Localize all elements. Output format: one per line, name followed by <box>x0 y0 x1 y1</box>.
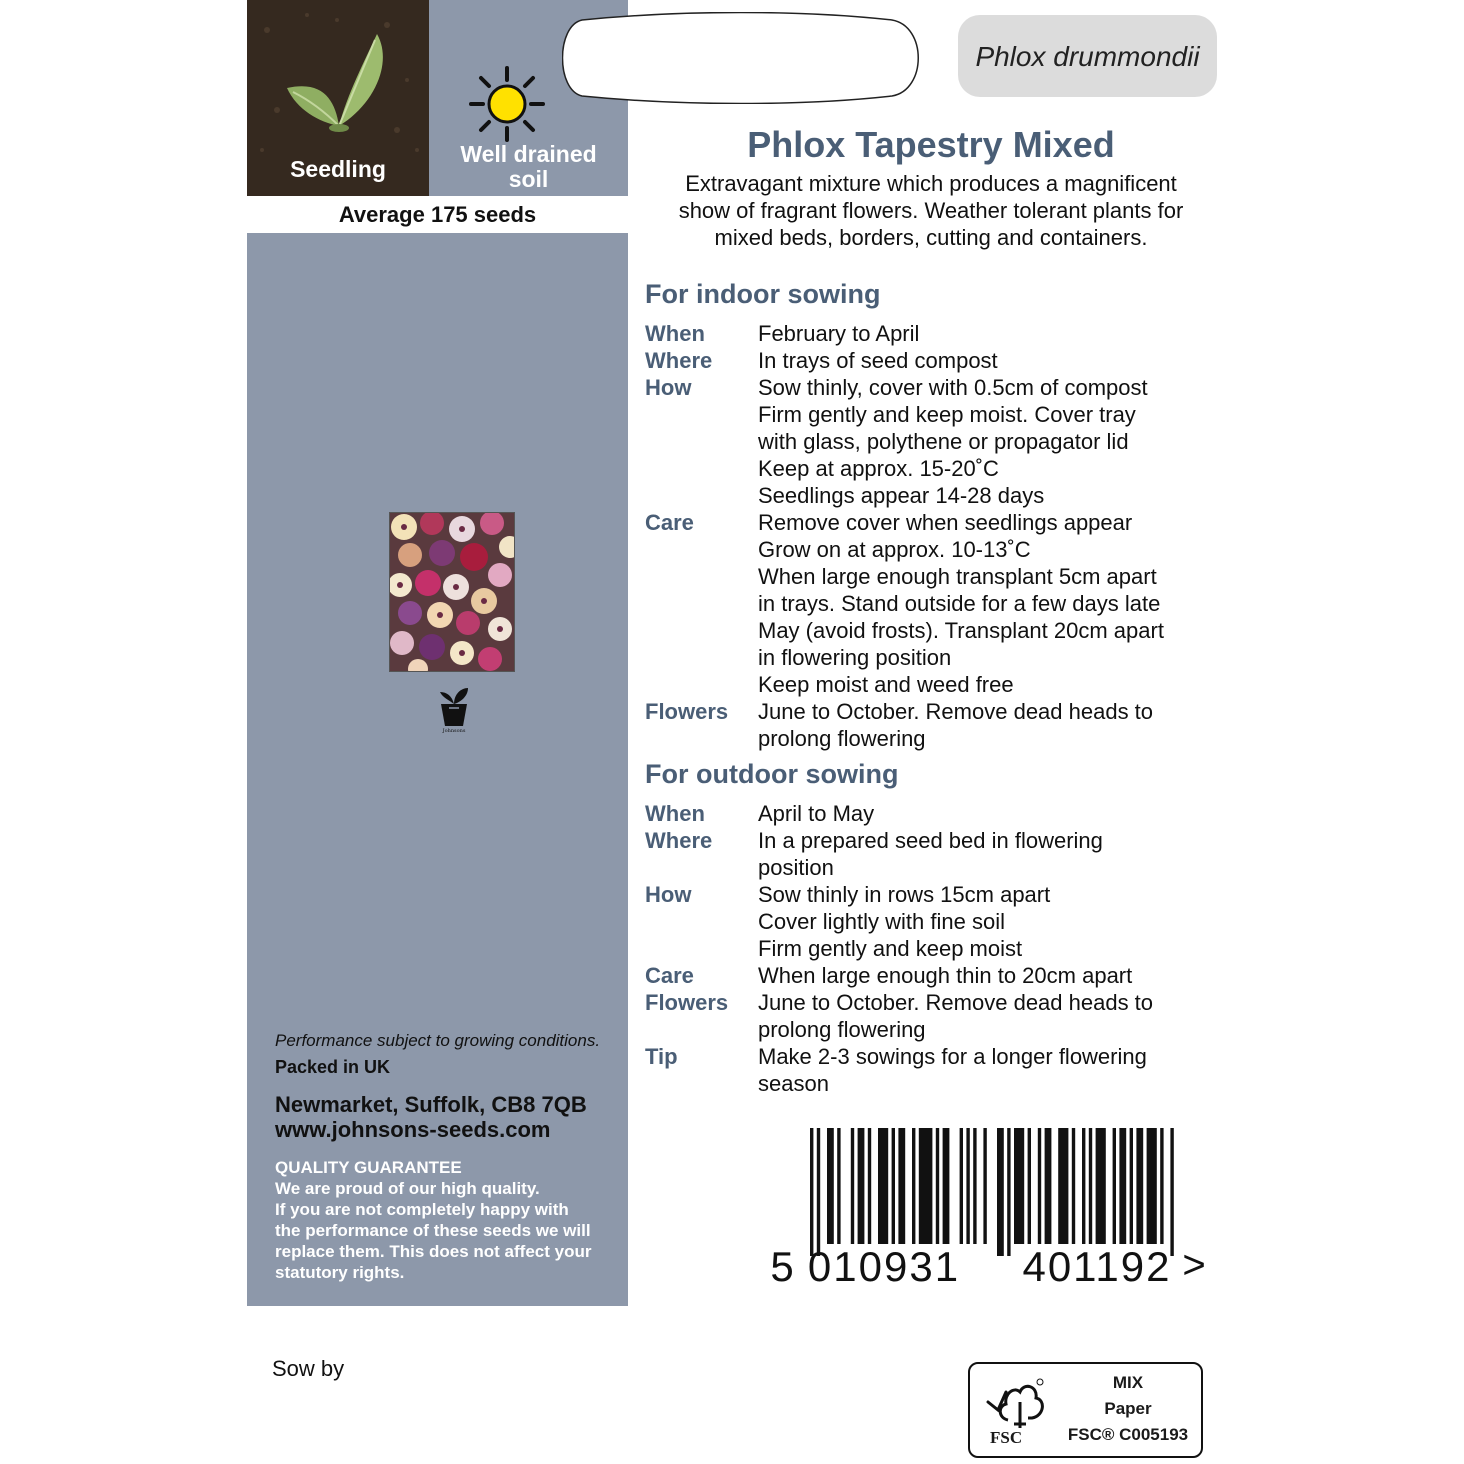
performance-note: Performance subject to growing conditions. <box>275 1031 601 1050</box>
barcode-bar <box>1014 1128 1024 1244</box>
logo-text: Johnsons <box>442 728 466 734</box>
outdoor-heading: For outdoor sowing <box>645 759 899 789</box>
row-text: In trays of seed compost <box>758 348 998 373</box>
row-text: position <box>758 855 834 880</box>
row-text: Keep moist and weed free <box>758 672 1014 697</box>
row-text: When large enough transplant 5cm apart <box>758 564 1157 589</box>
outdoor-when-row <box>645 800 1225 827</box>
guarantee-line: the performance of these seeds we will <box>275 1221 591 1240</box>
fsc-details <box>1058 1370 1198 1448</box>
seedling-label: Seedling <box>290 156 386 182</box>
indoor-flowers-row <box>645 698 1225 752</box>
guarantee-line: We are proud of our high quality. <box>275 1179 540 1198</box>
barcode-bar <box>919 1128 933 1244</box>
barcode-first-digit: 5 <box>770 1243 794 1288</box>
row-text: June to October. Remove dead heads to <box>758 990 1154 1015</box>
row-text: April to May <box>758 801 875 826</box>
sow-by-label: Sow by <box>272 1356 345 1381</box>
outdoor-tip-row <box>645 1043 1225 1097</box>
packed-in: Packed in UK <box>275 1057 391 1077</box>
row-label: How <box>645 375 692 400</box>
row-label: How <box>645 882 692 907</box>
indoor-instructions <box>645 320 1225 752</box>
product-title: Phlox Tapestry Mixed <box>747 124 1115 165</box>
barcode-marker: > <box>1182 1243 1206 1287</box>
barcode-bar <box>1089 1128 1092 1244</box>
barcode-bar <box>997 1128 1004 1256</box>
indoor-care-row <box>645 509 1225 698</box>
row-label: Where <box>645 348 713 373</box>
guarantee-title: QUALITY GUARANTEE <box>275 1158 462 1177</box>
barcode-bar <box>983 1128 986 1244</box>
product-description <box>640 170 1222 251</box>
row-text: in trays. Stand outside for a few days late <box>758 591 1161 616</box>
row-text: Sow thinly, cover with 0.5cm of compost <box>758 375 1148 400</box>
row-text: May (avoid frosts). Transplant 20cm apart <box>758 618 1164 643</box>
flower-photo <box>389 512 515 672</box>
guarantee-line: replace them. This does not affect your <box>275 1242 592 1261</box>
indoor-heading: For indoor sowing <box>645 279 881 309</box>
soil-label <box>429 142 628 192</box>
barcode-bar <box>858 1128 865 1244</box>
address-line: Newmarket, Suffolk, CB8 7QB <box>275 1092 587 1117</box>
barcode-bar <box>1170 1128 1173 1256</box>
fsc-mix: MIX <box>1112 1373 1144 1392</box>
row-label: Tip <box>645 1044 678 1069</box>
barcode-bar <box>827 1128 834 1244</box>
row-text: Firm gently and keep moist. Cover tray <box>758 402 1136 427</box>
flower-image <box>390 513 514 671</box>
fsc-paper: Paper <box>1104 1399 1152 1418</box>
soil-label-line2: soil <box>508 166 549 192</box>
barcode-bar <box>837 1128 840 1244</box>
barcode-bar <box>1136 1128 1143 1244</box>
barcode-bar <box>943 1128 950 1244</box>
blank-label-area <box>562 12 922 104</box>
row-text: with glass, polythene or propagator lid <box>758 429 1129 454</box>
pot-logo-icon <box>437 686 471 734</box>
indoor-when-row <box>645 320 1225 347</box>
barcode-group1: 010931 <box>807 1243 961 1288</box>
description-line: Extravagant mixture which produces a magnificent <box>685 171 1177 196</box>
barcode-bar <box>966 1128 969 1244</box>
row-text: February to April <box>758 321 920 346</box>
guarantee-line: statutory rights. <box>275 1263 405 1282</box>
row-text: Cover lightly with fine soil <box>758 909 1005 934</box>
row-text: Remove cover when seedlings appear <box>758 510 1133 535</box>
row-text: Firm gently and keep moist <box>758 936 1023 961</box>
outdoor-flowers-row <box>645 989 1225 1043</box>
barcode-bar <box>892 1128 895 1244</box>
footer-info <box>275 1030 620 1283</box>
barcode-bar <box>936 1128 939 1244</box>
row-text: Seedlings appear 14-28 days <box>758 483 1045 508</box>
description-line: show of fragrant flowers. Weather tolerant plants for <box>678 198 1184 223</box>
barcode-bar <box>1147 1128 1157 1244</box>
barcode-bar <box>817 1128 820 1256</box>
outdoor-instructions <box>645 800 1225 1097</box>
row-text: in flowering position <box>758 645 952 670</box>
latin-name: Phlox drummondii <box>958 15 1217 97</box>
barcode-bar <box>960 1128 963 1244</box>
fsc-code: FSC® C005193 <box>1067 1425 1189 1444</box>
row-text: season <box>758 1071 829 1096</box>
barcode-bar <box>898 1128 905 1244</box>
row-text: When large enough thin to 20cm apart <box>758 963 1133 988</box>
guarantee-line: If you are not completely happy with <box>275 1200 569 1219</box>
barcode-bar <box>912 1128 915 1244</box>
description-line: mixed beds, borders, cutting and containers. <box>714 225 1148 250</box>
row-text: Make 2-3 sowings for a longer flowering <box>758 1044 1147 1069</box>
row-label: Care <box>645 510 694 535</box>
row-text: Keep at approx. 15-20˚C <box>758 456 999 481</box>
seed-count: Average 175 seeds <box>247 196 628 233</box>
row-text: Grow on at approx. 10-13˚C <box>758 537 1031 562</box>
barcode-bar <box>1072 1128 1075 1244</box>
fsc-tree-icon <box>984 1372 1050 1430</box>
row-label: Care <box>645 963 694 988</box>
sun-icon <box>469 66 545 142</box>
seedling-tile <box>247 0 429 196</box>
soil-label-line1: Well drained <box>460 141 597 167</box>
row-label: Where <box>645 828 713 853</box>
left-panel <box>247 0 628 1306</box>
barcode-bar <box>851 1128 854 1244</box>
row-text: prolong flowering <box>758 726 926 751</box>
barcode-bars <box>810 1128 1174 1256</box>
outdoor-care-row <box>645 962 1225 989</box>
row-label: When <box>645 801 705 826</box>
barcode-group2: 401192 <box>1022 1243 1172 1288</box>
barcode-bar <box>868 1128 871 1244</box>
outdoor-how-row <box>645 881 1225 962</box>
row-label: Flowers <box>645 990 729 1015</box>
row-text: Sow thinly in rows 15cm apart <box>758 882 1051 907</box>
website-link[interactable]: www.johnsons-seeds.com <box>275 1117 551 1142</box>
barcode-bar <box>878 1128 888 1244</box>
row-text: June to October. Remove dead heads to <box>758 699 1154 724</box>
barcode <box>766 1128 1216 1288</box>
barcode-bar <box>1038 1128 1041 1244</box>
barcode-bar <box>1028 1128 1031 1244</box>
barcode-bar <box>1082 1128 1085 1244</box>
barcode-bar <box>973 1128 976 1244</box>
row-text: prolong flowering <box>758 1017 926 1042</box>
outdoor-where-row <box>645 827 1225 881</box>
row-label: Flowers <box>645 699 729 724</box>
row-label: When <box>645 321 705 346</box>
fsc-mark <box>968 1362 1203 1458</box>
barcode-bar <box>1096 1128 1106 1244</box>
indoor-where-row <box>645 347 1225 374</box>
barcode-bar <box>1007 1128 1010 1256</box>
johnsons-logo <box>437 686 471 739</box>
row-text: In a prepared seed bed in flowering <box>758 828 1103 853</box>
guarantee-body <box>275 1178 620 1283</box>
company-address <box>275 1092 620 1142</box>
barcode-bar <box>1119 1128 1126 1244</box>
barcode-bar <box>1058 1128 1068 1244</box>
barcode-bar <box>1160 1128 1163 1244</box>
fsc-logo-text: FSC <box>990 1428 1023 1447</box>
barcode-bar <box>810 1128 813 1256</box>
indoor-how-row <box>645 374 1225 509</box>
barcode-bar <box>1113 1128 1116 1244</box>
barcode-bar <box>1045 1128 1052 1244</box>
barcode-bar <box>1130 1128 1133 1244</box>
